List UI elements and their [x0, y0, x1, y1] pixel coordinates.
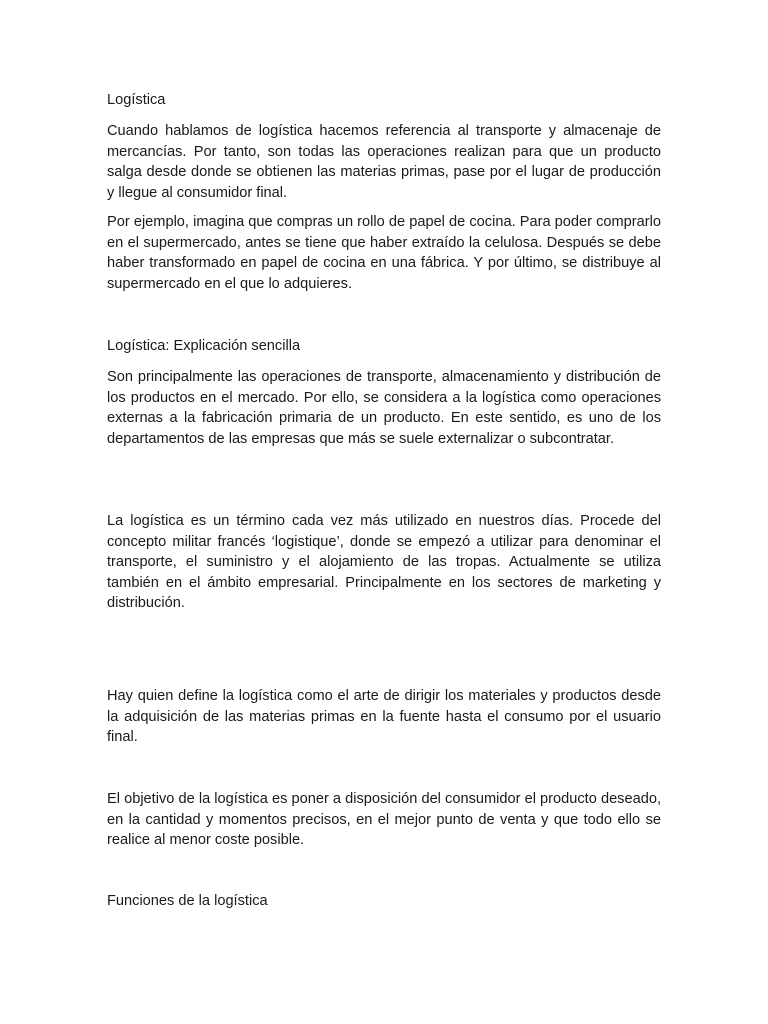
paragraph-objective: El objetivo de la logística es poner a disposición del consumidor el producto deseado, en la cantidad y momentos precisos, en el mejor punto de venta y que todo ello se realice al menor coste posible. [107, 791, 661, 849]
paragraph-art-definition: Hay quien define la logística como el arte de dirigir los materiales y productos desde la adquisición de las materias primas en la fuente hasta el consumo por el usuario final. [107, 688, 661, 746]
heading-logistica: Logística [107, 92, 166, 108]
paragraph-operations: Son principalmente las operaciones de transporte, almacenamiento y distribución de los productos en el mercado. Por ello, se considera a la logística como operaciones externas a la fabricación primaria de un producto. En este sentido, es uno de los departamentos de las empresas que más se suele externalizar o subcontratar. [107, 369, 661, 447]
paragraph-definition: Cuando hablamos de logística hacemos referencia al transporte y almacenaje de mercancías. Por tanto, son todas las operaciones realizan para que un producto salga desde donde se obtienen las materias primas, pase por el lugar de producción y llegue al consumidor final. [107, 123, 661, 201]
paragraph-origin: La logística es un término cada vez más utilizado en nuestros días. Procede del concepto militar francés ‘logistique’, donde se empezó a utilizar para denominar el transporte, el suministro y el alojamiento de las tropas. Actualmente se utiliza también en el ámbito empresarial. Principalmente en los sectores de marketing y distribución. [107, 513, 661, 612]
heading-explicacion-sencilla: Logística: Explicación sencilla [107, 338, 301, 354]
paragraph-example: Por ejemplo, imagina que compras un rollo de papel de cocina. Para poder comprarlo en el supermercado, antes se tiene que haber extraído la celulosa. Después se debe haber transformado en papel de cocina en una fábrica. Y por último, se distribuye al supermercado en el que lo adquieres. [107, 214, 661, 292]
heading-funciones: Funciones de la logística [107, 893, 268, 909]
